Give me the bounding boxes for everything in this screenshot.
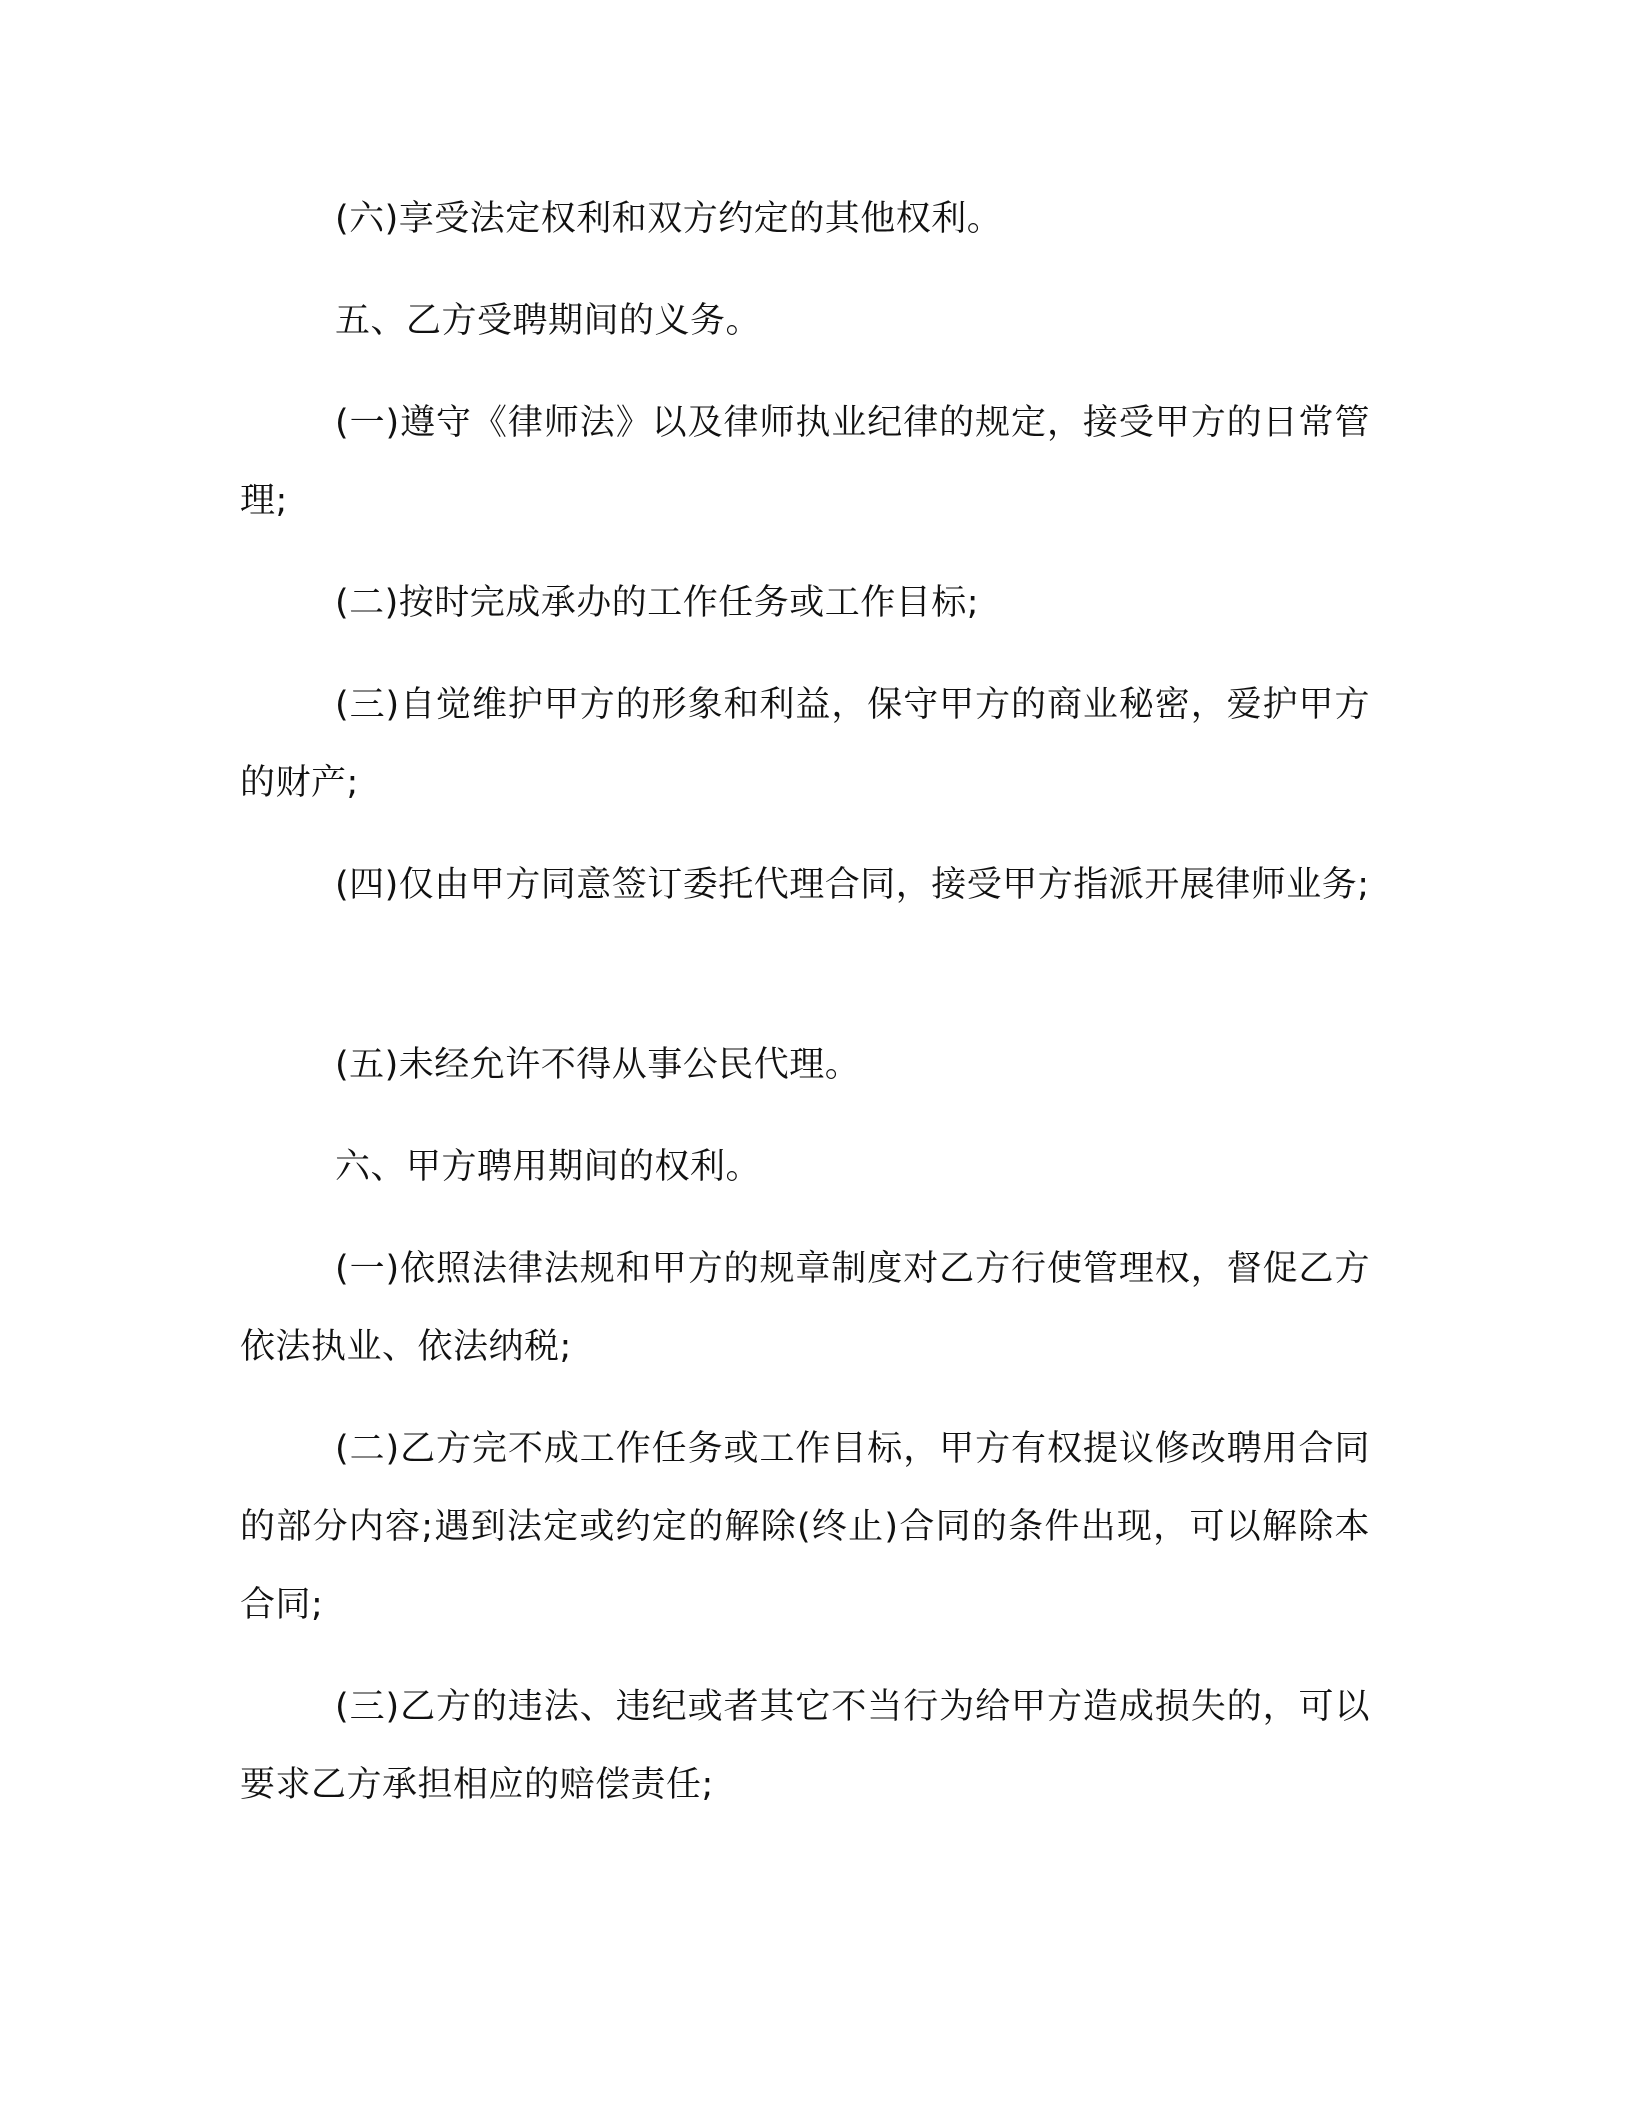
paragraph-right-1: (一)依照法律法规和甲方的规章制度对乙方行使管理权，督促乙方依法执业、依法纳税; [240,1249,1370,1367]
paragraph-duty-4: (四)仅由甲方同意签订委托代理合同，接受甲方指派开展律师业务; [335,865,1370,905]
paragraph-right-3: (三)乙方的违法、违纪或者其它不当行为给甲方造成损失的，可以要求乙方承担相应的赔偿责任; [240,1687,1370,1805]
paragraph-rights-6: (六)享受法定权利和双方约定的其他权利。 [335,199,1003,239]
section-heading-5: 五、乙方受聘期间的义务。 [335,301,762,341]
paragraph-right-2: (二)乙方完不成工作任务或工作目标，甲方有权提议修改聘用合同 的部分内容;遇到法定或约定的解除(终止)合同的条件出现，可以解除本合同; [240,1429,1382,1625]
section-heading-6: 六、甲方聘用期间的权利。 [335,1147,762,1187]
paragraph-duty-2: (二)按时完成承办的工作任务或工作目标; [335,583,980,623]
paragraph-duty-5: (五)未经允许不得从事公民代理。 [335,1045,861,1085]
paragraph-duty-3: (三)自觉维护甲方的形象和利益，保守甲方的商业秘密，爱护甲方的财产; [240,685,1370,803]
paragraph-duty-1: (一)遵守《律师法》以及律师执业纪律的规定，接受甲方的日常管理; [240,403,1370,521]
